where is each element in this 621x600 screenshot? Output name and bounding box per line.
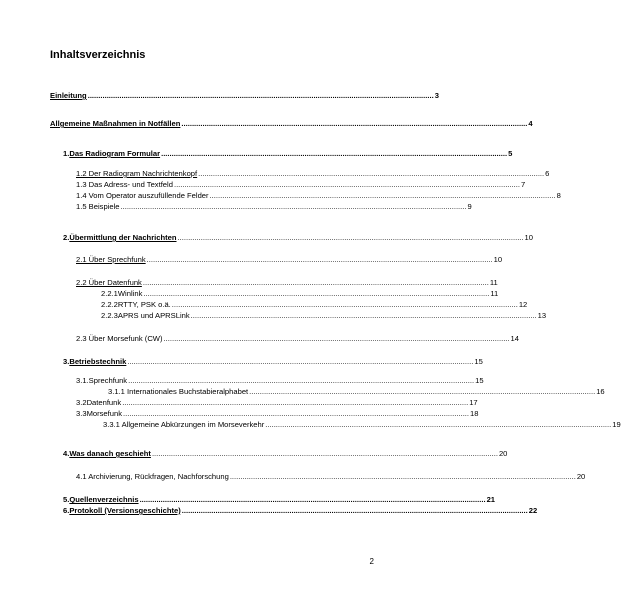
toc-entry-4-1[interactable]: [76, 472, 586, 482]
toc-entry-text: Was danach geschieht: [69, 449, 151, 458]
toc-entry-page: 18: [470, 409, 479, 418]
toc-entry-page: 19: [612, 420, 621, 429]
toc-entry-text: 2.3 Über Morsefunk (CW): [76, 334, 163, 343]
toc-entry-page: 17: [469, 398, 478, 407]
toc-entry-text: 3.1.1 Internationales Buchstabieralphabet: [108, 387, 249, 396]
toc-leader-dots: ....................................................................................................................................................................: [229, 472, 576, 481]
toc-entry-page: 11: [489, 278, 498, 287]
toc-entry-number: 4.: [63, 449, 70, 458]
toc-entry-page: 9: [467, 202, 472, 211]
toc-entry-1-5[interactable]: [76, 202, 472, 212]
toc-leader-dots: ....................................................................................................................................................................: [173, 180, 520, 189]
toc-entry-6[interactable]: [63, 506, 538, 516]
toc-entry-number: 2.: [63, 233, 70, 242]
toc-entry-2[interactable]: [63, 233, 533, 243]
toc-leader-dots: ....................................................................................................................................................................: [177, 233, 524, 242]
toc-entry-allgemeine-massnahmen[interactable]: [50, 119, 533, 129]
toc-entry-number: 6.: [63, 506, 70, 515]
toc-entry-page: 4: [528, 119, 533, 128]
toc-entry-page: 10: [524, 233, 533, 242]
toc-leader-dots: ....................................................................................................................................................................: [181, 119, 528, 128]
toc-entry-number: 2.2.3: [101, 311, 118, 320]
toc-leader-dots: ....................................................................................................................................................................: [151, 449, 498, 458]
toc-entry-page: 14: [510, 334, 519, 343]
toc-entry-1-4[interactable]: [76, 191, 561, 201]
toc-entry-number: 2.2.2: [101, 300, 118, 309]
page-number: 2: [369, 557, 374, 566]
toc-entry-5[interactable]: [63, 495, 496, 505]
toc-entry-2-2-3[interactable]: [101, 311, 547, 321]
toc-entry-text: 1.4 Vom Operator auszufüllende Felder: [76, 191, 209, 200]
toc-entry-1-3[interactable]: [76, 180, 526, 190]
toc-entry-number: 3.: [63, 357, 70, 366]
toc-entry-text: Betriebstechnik: [69, 357, 127, 366]
toc-leader-dots: ....................................................................................................................................................................: [209, 191, 556, 200]
toc-entry-page: 22: [528, 506, 538, 515]
toc-entry-page: 11: [490, 289, 499, 298]
toc-entry-2-2-1[interactable]: [101, 289, 499, 299]
toc-title: Inhaltsverzeichnis: [50, 49, 146, 61]
toc-leader-dots: ....................................................................................................................................................................: [190, 311, 537, 320]
toc-leader-dots: ....................................................................................................................................................................: [181, 506, 528, 515]
toc-entry-page: 15: [474, 357, 483, 366]
toc-leader-dots: ....................................................................................................................................................................: [198, 169, 545, 178]
toc-entry-page: 7: [520, 180, 526, 189]
toc-entry-3-1[interactable]: [76, 376, 484, 386]
toc-entry-page: 3: [434, 91, 439, 100]
toc-leader-dots: ....................................................................................................................................................................: [146, 255, 493, 264]
toc-leader-dots: ....................................................................................................................................................................: [163, 334, 510, 343]
toc-entry-text: 1.3 Das Adress- und Textfeld: [76, 180, 173, 189]
toc-entry-text: 4.1 Archivierung, Rückfragen, Nachforschung: [76, 472, 229, 481]
toc-entry-2-1[interactable]: [76, 255, 503, 265]
toc-entry-4[interactable]: [63, 449, 508, 459]
toc-leader-dots: ....................................................................................................................................................................: [142, 278, 489, 287]
toc-entry-page: 13: [537, 311, 547, 320]
toc-entry-page: 12: [518, 300, 528, 309]
toc-entry-2-3[interactable]: [76, 334, 519, 344]
toc-entry-2-2-2[interactable]: [101, 300, 528, 310]
toc-leader-dots: ....................................................................................................................................................................: [128, 376, 475, 385]
toc-leader-dots: ....................................................................................................................................................................: [143, 289, 490, 298]
toc-entry-2-2[interactable]: [76, 278, 498, 288]
toc-entry-text: Winlink: [117, 289, 143, 298]
toc-entry-text: Allgemeine Maßnahmen in Notfällen: [50, 119, 181, 128]
toc-entry-number: 3.1.: [76, 376, 89, 385]
toc-entry-text: RTTY, PSK o.ä.: [117, 300, 171, 309]
toc-leader-dots: ....................................................................................................................................................................: [139, 495, 486, 504]
toc-entry-text: 1.2 Der Radiogram Nachrichtenkopf: [76, 169, 198, 178]
toc-entry-page: 8: [556, 191, 561, 200]
toc-entry-page: 15: [475, 376, 484, 385]
toc-entry-number: 3.3: [76, 409, 87, 418]
toc-entry-1-2[interactable]: [76, 169, 550, 179]
toc-entry-page: 20: [576, 472, 586, 481]
toc-entry-1[interactable]: [63, 149, 513, 159]
toc-entry-text: Übermittlung der Nachrichten: [69, 233, 177, 242]
toc-entry-page: 6: [545, 169, 550, 178]
toc-entry-number: 2.2.1: [101, 289, 118, 298]
toc-leader-dots: ....................................................................................................................................................................: [265, 420, 612, 429]
toc-leader-dots: ....................................................................................................................................................................: [87, 91, 434, 100]
toc-leader-dots: ....................................................................................................................................................................: [123, 409, 470, 418]
toc-entry-text: Sprechfunk: [88, 376, 128, 385]
toc-entry-page: 20: [498, 449, 508, 458]
toc-leader-dots: ....................................................................................................................................................................: [127, 357, 474, 366]
toc-entry-text: Datenfunk: [86, 398, 122, 407]
toc-entry-text: 2.2 Über Datenfunk: [76, 278, 142, 287]
toc-entry-text: Morsefunk: [86, 409, 123, 418]
toc-entry-3-3-1[interactable]: [103, 420, 621, 430]
toc-entry-text: 2.1 Über Sprechfunk: [76, 255, 146, 264]
toc-entry-number: 1.: [63, 149, 70, 158]
toc-entry-text: 1.5 Beispiele: [76, 202, 120, 211]
toc-leader-dots: ....................................................................................................................................................................: [161, 149, 508, 158]
toc-entry-text: APRS und APRSLink: [117, 311, 190, 320]
toc-entry-einleitung[interactable]: [50, 91, 439, 101]
toc-leader-dots: ....................................................................................................................................................................: [249, 387, 596, 396]
toc-entry-text: Protokoll (Versionsgeschichte): [69, 506, 181, 515]
toc-entry-text: 3.3.1 Allgemeine Abkürzungen im Morseverkehr: [103, 420, 265, 429]
toc-entry-text: Das Radiogram Formular: [69, 149, 161, 158]
toc-entry-text: Quellenverzeichnis: [69, 495, 139, 504]
toc-entry-3-2[interactable]: [76, 398, 478, 408]
toc-entry-page: 10: [493, 255, 503, 264]
toc-entry-3-1-1[interactable]: [108, 387, 605, 397]
toc-entry-3[interactable]: [63, 357, 483, 367]
toc-entry-page: 21: [486, 495, 496, 504]
toc-entry-page: 5: [508, 149, 513, 158]
toc-entry-page: 16: [596, 387, 605, 396]
toc-entry-number: 5.: [63, 495, 70, 504]
toc-entry-text: Einleitung: [50, 91, 87, 100]
toc-entry-number: 3.2: [76, 398, 87, 407]
toc-leader-dots: ....................................................................................................................................................................: [122, 398, 469, 407]
toc-entry-3-3[interactable]: [76, 409, 479, 419]
toc-leader-dots: ....................................................................................................................................................................: [171, 300, 518, 309]
toc-leader-dots: ....................................................................................................................................................................: [120, 202, 467, 211]
